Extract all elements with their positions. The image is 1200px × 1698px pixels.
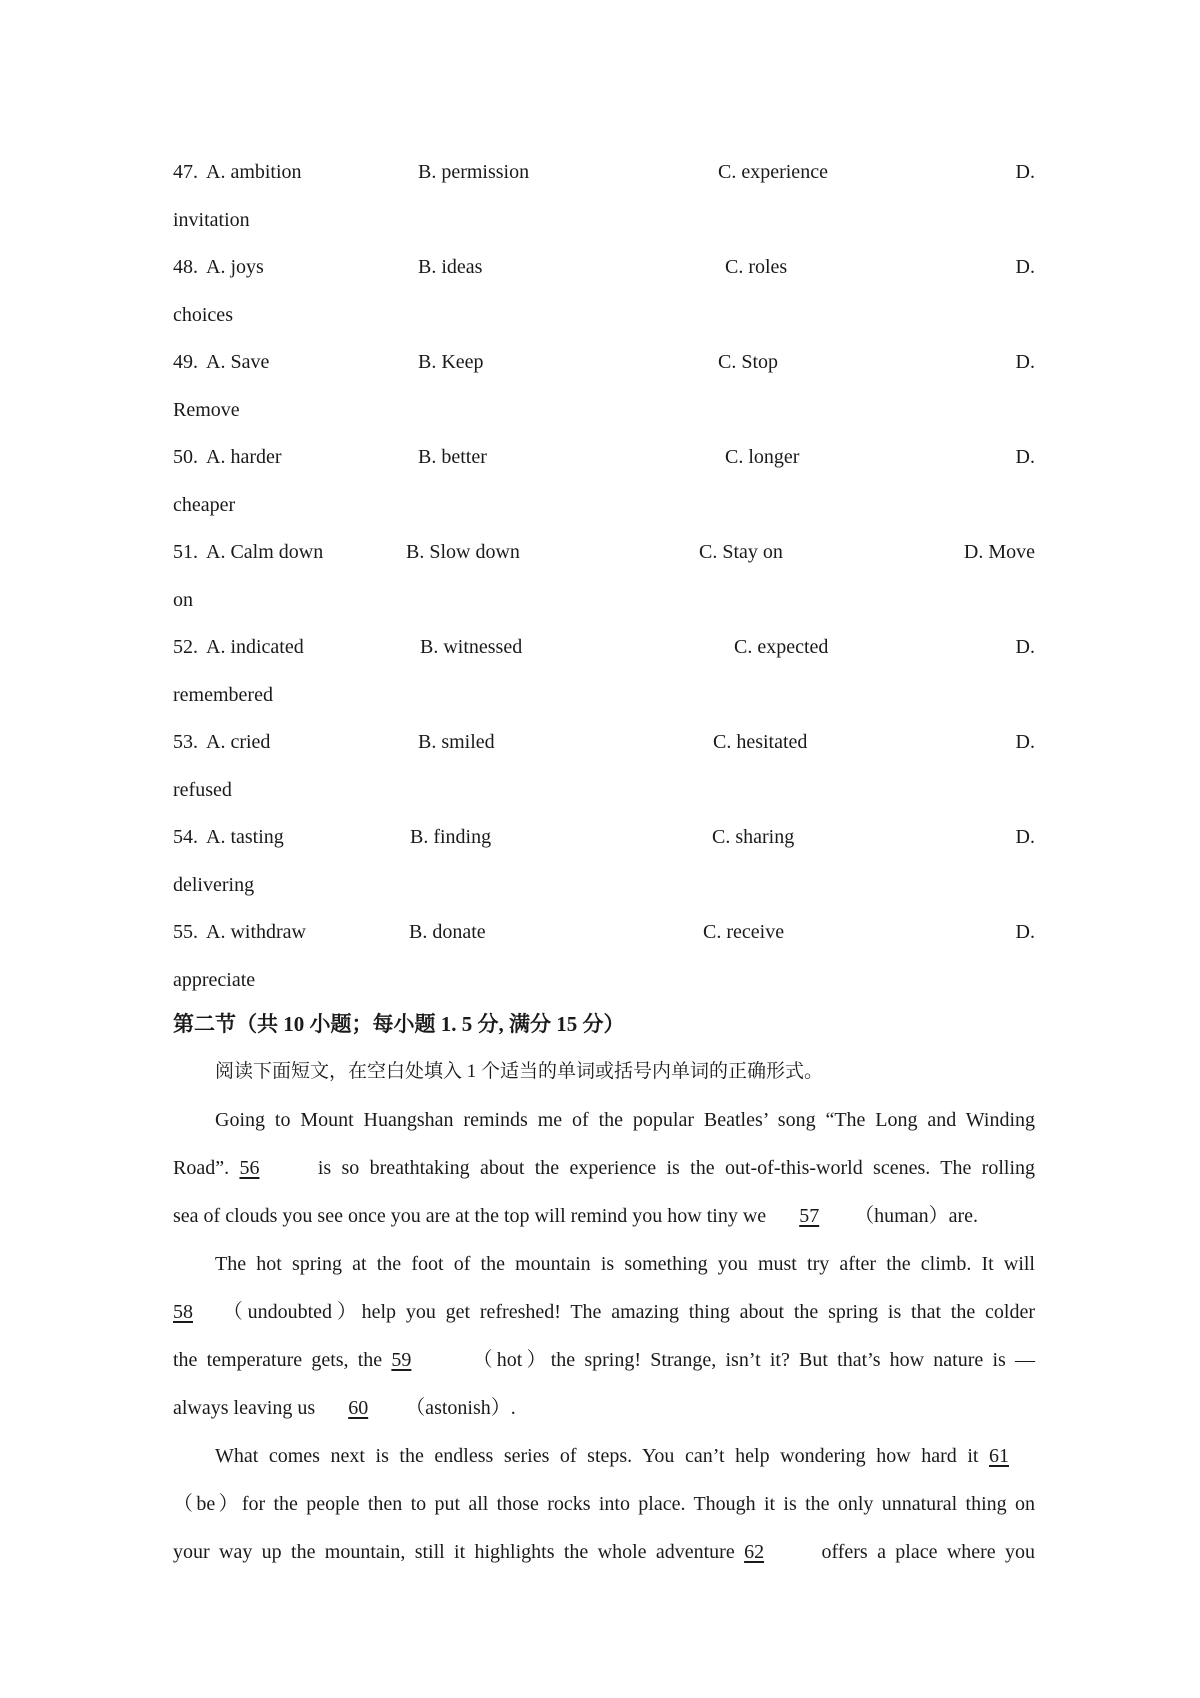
passage-line: [173, 1297, 1035, 1327]
option-d-continued: refused: [173, 779, 232, 801]
question-number: 55.: [173, 921, 198, 943]
option-d: D.: [1015, 446, 1035, 468]
option-b: B. smiled: [418, 731, 495, 753]
passage-text: （hot）the spring! Strange, isn’t it? But that’s how nature is —: [472, 1349, 1036, 1371]
option-b: B. ideas: [418, 256, 483, 278]
blank-58: 58: [173, 1301, 193, 1323]
option-c: C. roles: [725, 256, 788, 278]
option-d: D.: [1015, 161, 1035, 183]
passage-text: offers a place where you: [821, 1541, 1036, 1563]
section-heading: 第二节（共 10 小题；每小题 1. 5 分, 满分 15 分）: [173, 1012, 625, 1036]
option-b: B. donate: [409, 921, 486, 943]
option-a: A. cried: [206, 731, 271, 753]
option-d: D.: [1015, 636, 1035, 658]
question-number: 48.: [173, 256, 198, 278]
question-row: [173, 157, 1035, 187]
option-d-continued: delivering: [173, 874, 255, 896]
question-number: 52.: [173, 636, 198, 658]
passage-text: Road”.: [173, 1157, 230, 1179]
option-d: D.: [1015, 921, 1035, 943]
option-c: C. hesitated: [713, 731, 808, 753]
passage-text: sea of clouds you see once you are at the top will remind you how tiny we: [173, 1205, 767, 1227]
passage-line: [173, 1537, 1035, 1567]
passage-line: [173, 1201, 1035, 1231]
option-c: C. longer: [725, 446, 800, 468]
option-a: A. Save: [206, 351, 270, 373]
question-row: [173, 727, 1035, 757]
passage-text: （astonish）.: [405, 1397, 516, 1419]
passage-text: （human）are.: [854, 1205, 979, 1227]
blank-60: 60: [348, 1397, 369, 1419]
option-b: B. finding: [410, 826, 492, 848]
option-d: D.: [1015, 731, 1035, 753]
blank-56: 56: [239, 1157, 260, 1179]
option-d: D.: [1015, 256, 1035, 278]
question-row: [173, 537, 1035, 567]
question-row: [173, 442, 1035, 472]
option-a: A. indicated: [206, 636, 304, 658]
blank-57: 57: [799, 1205, 820, 1227]
passage-line: [173, 1441, 1035, 1471]
option-b: B. witnessed: [420, 636, 523, 658]
question-number: 49.: [173, 351, 198, 373]
question-number: 51.: [173, 541, 198, 563]
question-number: 47.: [173, 161, 198, 183]
question-row: [173, 347, 1035, 377]
option-d-continued: invitation: [173, 209, 250, 231]
passage-text: （be）for the people then to put all those rocks into place. Though it is the only unnatural thing on: [173, 1493, 1035, 1515]
option-b: B. better: [418, 446, 487, 468]
passage-text: What comes next is the endless series of steps. You can’t help wondering how hard it: [215, 1445, 979, 1467]
option-d: D.: [1015, 351, 1035, 373]
passage-text: （undoubted）help you get refreshed! The amazing thing about the spring is that the colder: [222, 1301, 1036, 1323]
option-b: B. permission: [418, 161, 530, 183]
question-row: [173, 252, 1035, 282]
option-a: A. joys: [206, 256, 264, 278]
option-a: A. tasting: [206, 826, 284, 848]
passage-text: your way up the mountain, still it highlights the whole adventure: [173, 1541, 735, 1563]
option-a: A. ambition: [206, 161, 302, 183]
option-d: D.: [1015, 826, 1035, 848]
option-a: A. harder: [206, 446, 282, 468]
passage-line: [173, 1249, 1035, 1279]
option-d: D. Move: [963, 541, 1035, 563]
question-number: 53.: [173, 731, 198, 753]
option-b: B. Keep: [418, 351, 484, 373]
passage-line: [173, 1105, 1035, 1135]
option-d-continued: on: [173, 589, 193, 611]
option-d-continued: appreciate: [173, 969, 256, 991]
blank-59: 59: [391, 1349, 412, 1371]
option-c: C. sharing: [712, 826, 795, 848]
option-d-continued: Remove: [173, 399, 240, 421]
question-row: [173, 632, 1035, 662]
option-d-continued: remembered: [173, 684, 273, 706]
option-a: A. Calm down: [206, 541, 324, 563]
passage-text: The hot spring at the foot of the mountain is something you must try after the climb. It will: [215, 1253, 1035, 1275]
section-instruction: 阅读下面短文，在空白处填入 1 个适当的单词或括号内单词的正确形式。: [215, 1061, 824, 1082]
option-c: C. Stay on: [699, 541, 783, 563]
option-c: C. receive: [703, 921, 785, 943]
passage-line: [173, 1393, 1035, 1423]
passage-line: [173, 1489, 1035, 1519]
option-c: C. expected: [734, 636, 829, 658]
passage-text: is so breathtaking about the experience is the out-of-this-world scenes. The rolling: [317, 1157, 1036, 1179]
question-number: 54.: [173, 826, 198, 848]
passage-line: [173, 1345, 1035, 1375]
question-row: [173, 822, 1035, 852]
passage-text: the temperature gets, the: [173, 1349, 383, 1371]
blank-61: 61: [989, 1445, 1009, 1467]
option-d-continued: cheaper: [173, 494, 236, 516]
option-a: A. withdraw: [206, 921, 306, 943]
question-row: [173, 917, 1035, 947]
passage-text: always leaving us: [173, 1397, 316, 1419]
option-d-continued: choices: [173, 304, 233, 326]
question-number: 50.: [173, 446, 198, 468]
blank-62: 62: [744, 1541, 765, 1563]
passage-line: [173, 1153, 1035, 1183]
option-c: C. experience: [718, 161, 828, 183]
option-c: C. Stop: [718, 351, 779, 373]
passage-text: Going to Mount Huangshan reminds me of the popular Beatles’ song “The Long and Winding: [215, 1109, 1035, 1131]
option-b: B. Slow down: [406, 541, 520, 563]
